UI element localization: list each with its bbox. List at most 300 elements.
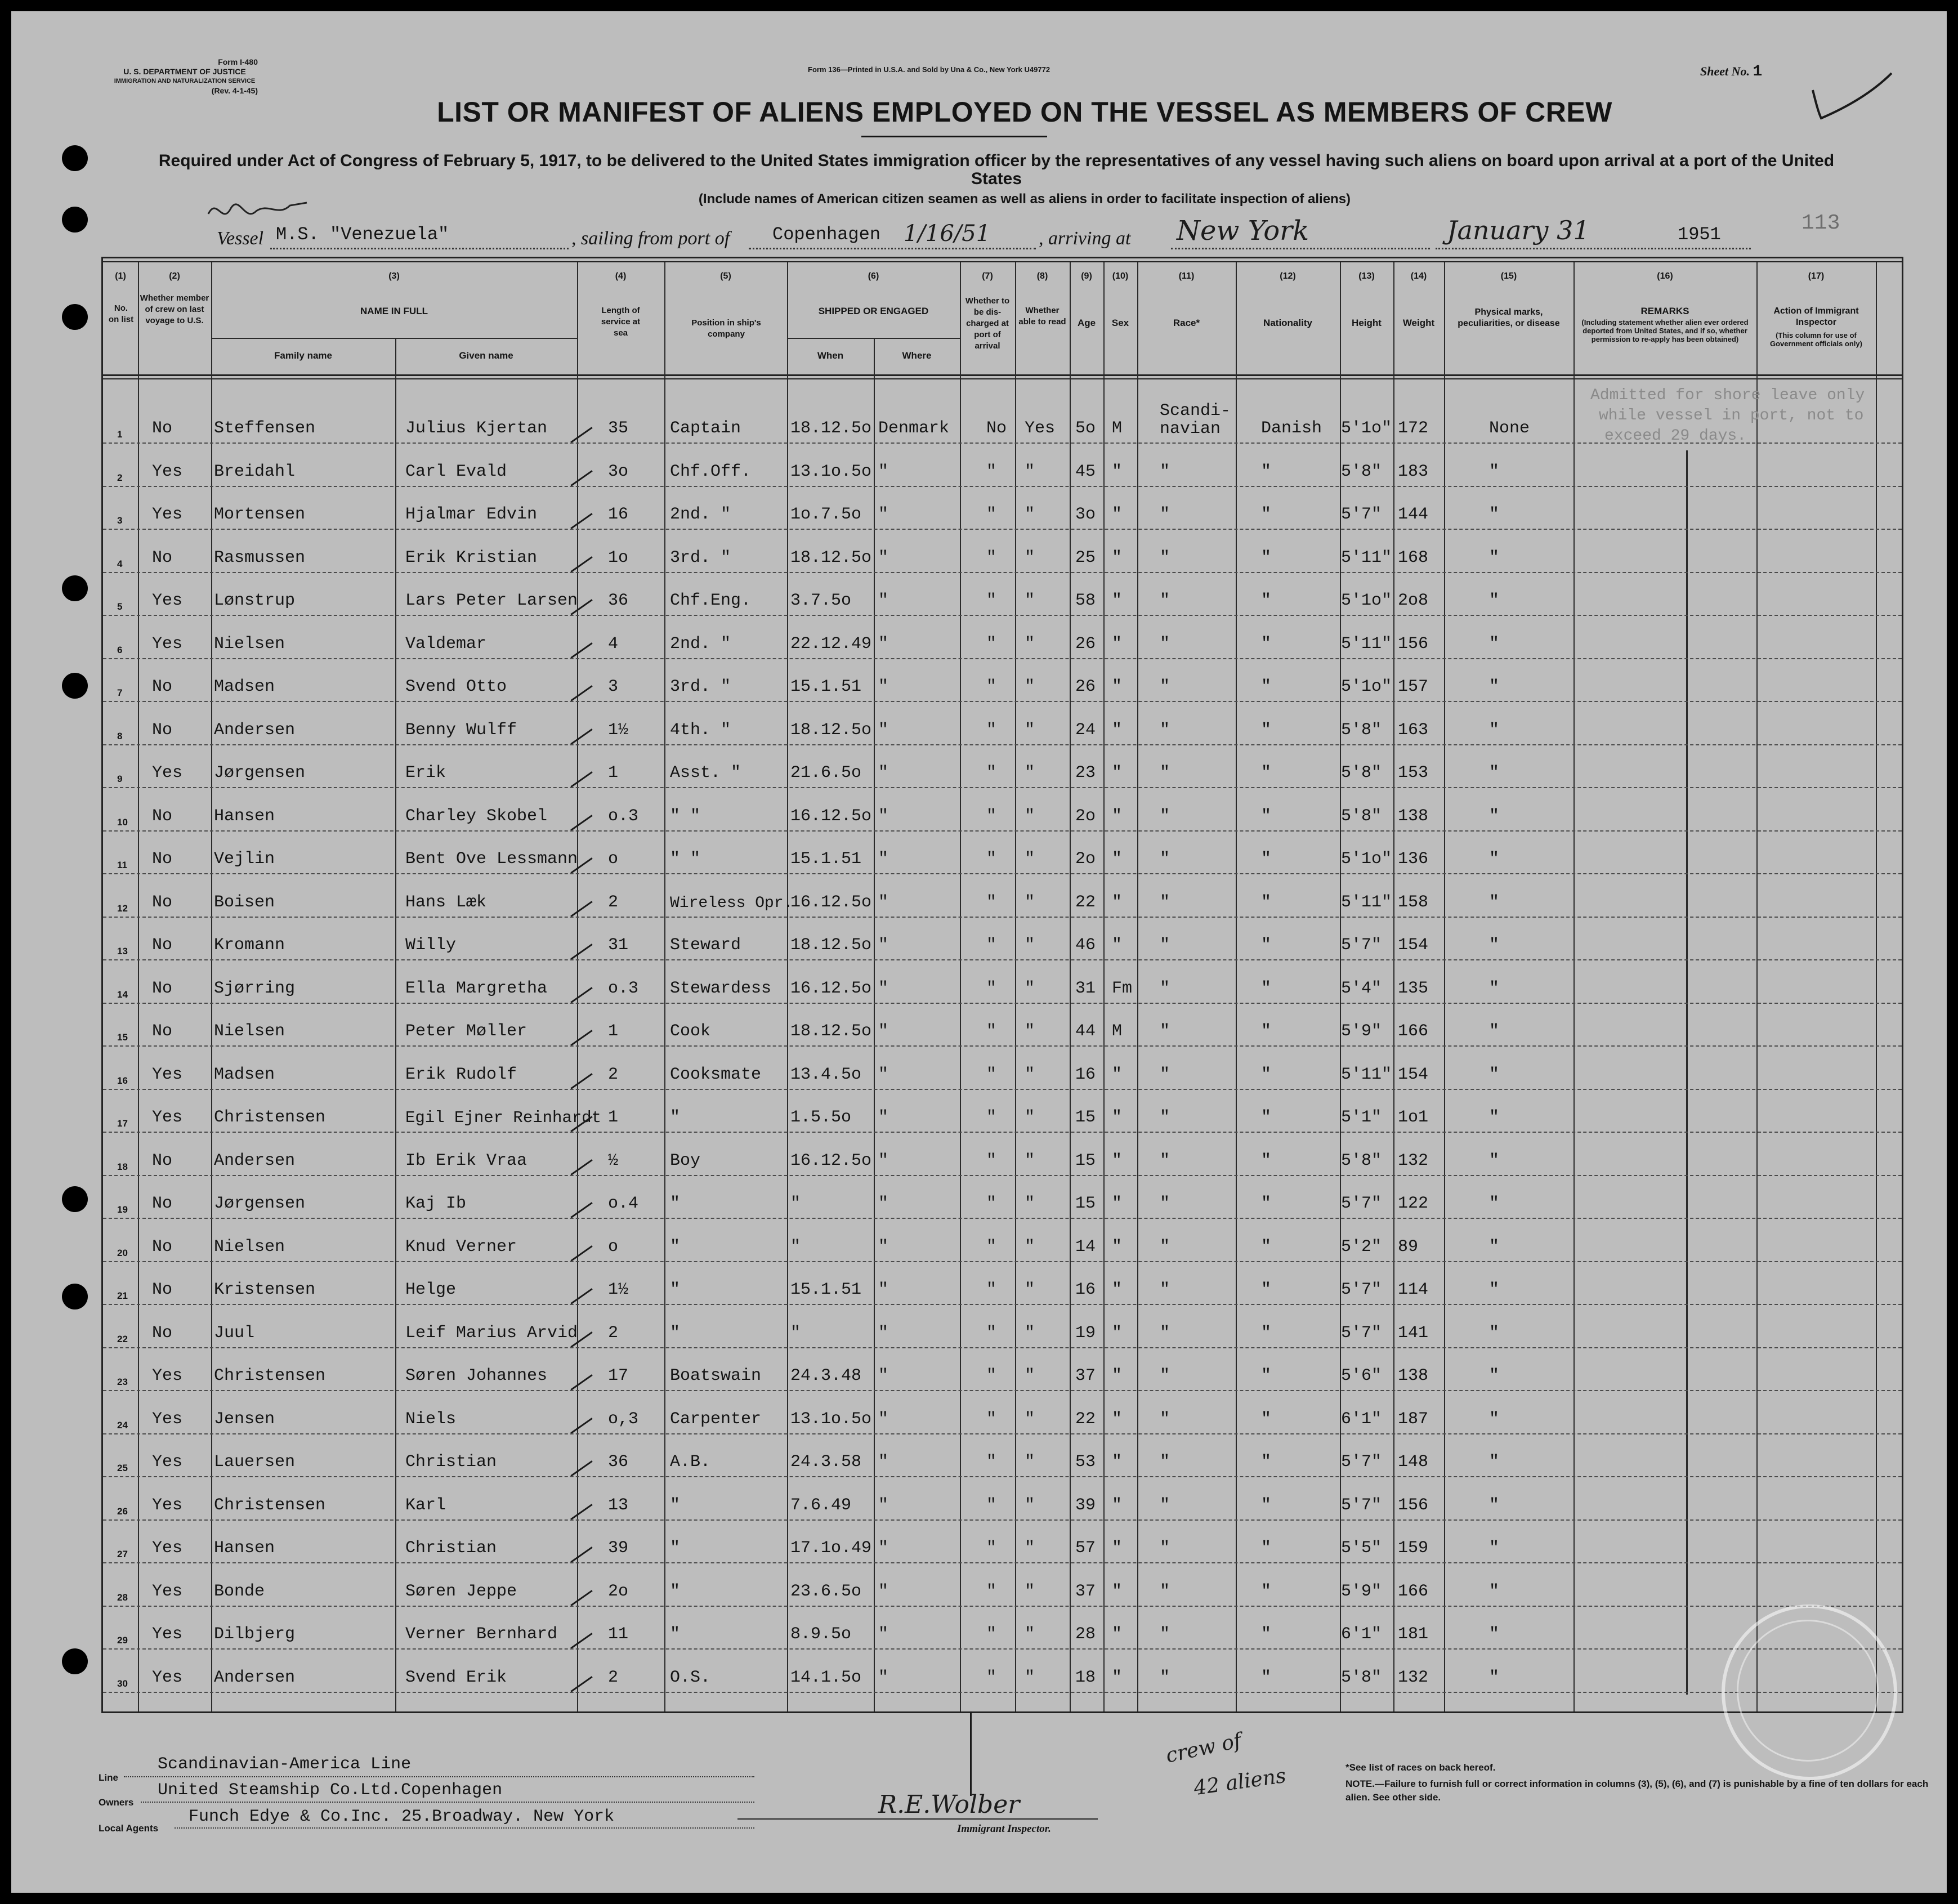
row-number: 30 <box>117 1678 128 1689</box>
shipped-when-cell: " <box>790 1237 801 1257</box>
fine-note-label: NOTE.— <box>1345 1778 1384 1789</box>
service-checkmark <box>570 1288 592 1304</box>
table-row <box>11 701 1947 744</box>
crew-member-cell: No <box>152 979 173 998</box>
vessel-underline <box>270 248 569 249</box>
service-cell: 1½ <box>608 721 629 740</box>
read-cell: " <box>1025 1410 1035 1429</box>
family-name-cell: Mortensen <box>214 505 306 524</box>
crew-member-cell: Yes <box>152 1625 183 1644</box>
discharge-cell: " <box>986 1237 997 1257</box>
marks-cell: " <box>1489 1539 1500 1558</box>
marks-cell: " <box>1489 1151 1500 1170</box>
shipped-when-cell: 13.1o.5o <box>790 462 872 481</box>
shipped-where-cell: " <box>878 893 889 912</box>
service-checkmark <box>570 427 592 443</box>
shipped-where-cell: " <box>878 591 889 610</box>
discharge-cell: " <box>986 1280 997 1299</box>
read-cell: " <box>1025 548 1035 567</box>
crew-member-cell: No <box>152 850 173 869</box>
marks-cell: " <box>1489 893 1500 912</box>
col-num: (2) <box>169 271 180 281</box>
line-label: Line <box>99 1772 118 1783</box>
shipped-when-cell: 18.12.5o <box>790 936 872 955</box>
read-cell: " <box>1025 893 1035 912</box>
col-num: (10) <box>1112 271 1129 281</box>
height-cell: 6'1" <box>1341 1625 1382 1644</box>
table-row <box>11 1433 1947 1476</box>
col-num: (15) <box>1500 271 1517 281</box>
family-name-cell: Bonde <box>214 1582 265 1601</box>
nationality-cell: " <box>1261 1668 1272 1687</box>
owners-value: United Steamship Co.Ltd.Copenhagen <box>158 1781 503 1800</box>
fine-note-text: Failure to furnish full or correct information in columns (3), (5), (6), and (7) is punishable by a fine of ten dollars for each alien. See other side. <box>1345 1778 1929 1803</box>
shipped-where-cell: " <box>878 1151 889 1170</box>
age-cell: 57 <box>1075 1539 1096 1558</box>
given-name-cell: Leif Marius Arvid <box>405 1324 578 1343</box>
row-number: 17 <box>117 1118 128 1129</box>
weight-cell: 154 <box>1398 936 1429 955</box>
weight-cell: 135 <box>1398 979 1429 998</box>
family-name-cell: Kromann <box>214 936 285 955</box>
row-number: 13 <box>117 946 128 957</box>
weight-cell: 187 <box>1398 1410 1429 1429</box>
race-cell: " <box>1160 634 1170 654</box>
service-cell: 1½ <box>608 1280 629 1299</box>
inspector-underline <box>737 1818 1098 1820</box>
shipped-when-cell: 3.7.5o <box>790 591 852 610</box>
fine-note <box>1345 1777 1947 1804</box>
shipped-when-cell: 1.5.5o <box>790 1108 852 1127</box>
given-name-cell: Bent Ove Lessmann <box>405 850 578 869</box>
read-cell: " <box>1025 1108 1035 1127</box>
marks-cell: " <box>1489 634 1500 654</box>
given-name-cell: Egil Ejner Reinhardt <box>405 1109 602 1127</box>
position-cell: Carpenter <box>670 1410 762 1429</box>
position-cell: 3rd. " <box>670 548 731 567</box>
table-row <box>11 443 1947 486</box>
sex-cell: " <box>1112 763 1123 783</box>
crew-member-cell: Yes <box>152 1582 183 1601</box>
discharge-cell: " <box>986 1194 997 1213</box>
sex-cell: " <box>1112 634 1123 654</box>
sex-cell: " <box>1112 1324 1123 1343</box>
col-num: (7) <box>982 271 993 281</box>
height-cell: 5'11" <box>1341 1065 1392 1084</box>
discharge-cell: " <box>986 548 997 567</box>
service-checkmark <box>570 987 592 1003</box>
service-cell: 1 <box>608 1022 619 1041</box>
given-name-cell: Benny Wulff <box>405 721 517 740</box>
title-rule <box>861 136 1047 137</box>
discharge-cell: " <box>986 721 997 740</box>
row-number: 9 <box>117 774 123 784</box>
position-cell: " <box>670 1108 681 1127</box>
service-checkmark <box>570 1460 592 1477</box>
nationality-cell: " <box>1261 979 1272 998</box>
race-cell: " <box>1160 591 1170 610</box>
col-header-age: Age <box>1077 318 1096 328</box>
age-cell: 26 <box>1075 634 1096 654</box>
table-row <box>11 1003 1947 1045</box>
weight-cell: 114 <box>1398 1280 1429 1299</box>
discharge-cell: " <box>986 505 997 524</box>
service-checkmark <box>570 1202 592 1218</box>
position-cell: " <box>670 1324 681 1343</box>
read-cell: " <box>1025 850 1035 869</box>
crew-member-cell: No <box>152 548 173 567</box>
read-cell: " <box>1025 763 1035 783</box>
race-cell: " <box>1160 1625 1170 1644</box>
table-row <box>11 1261 1947 1304</box>
family-name-cell: Kristensen <box>214 1280 316 1299</box>
crew-member-cell: Yes <box>152 1366 183 1385</box>
age-cell: 22 <box>1075 893 1096 912</box>
table-row <box>11 400 1947 443</box>
position-cell: " " <box>670 850 701 869</box>
crew-member-cell: Yes <box>152 462 183 481</box>
nationality-cell: " <box>1261 1410 1272 1429</box>
service-cell: 39 <box>608 1539 629 1558</box>
col-header-height: Height <box>1352 318 1382 328</box>
family-name-cell: Christensen <box>214 1366 326 1385</box>
height-cell: 5'7" <box>1341 936 1382 955</box>
weight-cell: 183 <box>1398 462 1429 481</box>
shipped-where-cell: " <box>878 1237 889 1257</box>
shipped-when-cell: 16.12.5o <box>790 807 872 826</box>
service-checkmark <box>570 1590 592 1606</box>
race-cell: " <box>1160 1410 1170 1429</box>
row-number: 16 <box>117 1075 128 1086</box>
table-row <box>11 1304 1947 1347</box>
handwritten-note: crew of <box>1164 1729 1244 1768</box>
nationality-cell: " <box>1261 807 1272 826</box>
position-cell: Steward <box>670 936 741 955</box>
shipped-where-cell: " <box>878 850 889 869</box>
height-cell: 5'8" <box>1341 462 1382 481</box>
read-cell: " <box>1025 505 1035 524</box>
nationality-cell: " <box>1261 1280 1272 1299</box>
row-number: 20 <box>117 1248 128 1258</box>
age-cell: 15 <box>1075 1194 1096 1213</box>
service-cell: o.3 <box>608 807 639 826</box>
service-cell: 4 <box>608 634 619 654</box>
shipped-when-cell: 1o.7.5o <box>790 505 862 524</box>
service-cell: o <box>608 850 619 869</box>
height-cell: 5'8" <box>1341 1668 1382 1687</box>
shipped-when-cell: " <box>790 1194 801 1213</box>
weight-cell: 154 <box>1398 1065 1429 1084</box>
shipped-where-cell: Denmark <box>878 419 950 438</box>
service-checkmark <box>570 642 592 659</box>
crew-member-cell: Yes <box>152 591 183 610</box>
discharge-cell: " <box>986 1452 997 1472</box>
given-name-cell: Carl Evald <box>405 462 507 481</box>
shipped-when-cell: 16.12.5o <box>790 1151 872 1170</box>
read-cell: " <box>1025 1366 1035 1385</box>
read-cell: " <box>1025 1237 1035 1257</box>
service-checkmark <box>570 1245 592 1262</box>
marks-cell: " <box>1489 591 1500 610</box>
weight-cell: 141 <box>1398 1324 1429 1343</box>
sex-cell: " <box>1112 1280 1123 1299</box>
table-row <box>11 1046 1947 1089</box>
weight-cell: 172 <box>1398 419 1429 438</box>
age-cell: 22 <box>1075 1410 1096 1429</box>
age-cell: 14 <box>1075 1237 1096 1257</box>
row-number: 29 <box>117 1635 128 1646</box>
sex-cell: " <box>1112 1539 1123 1558</box>
crew-member-cell: No <box>152 936 173 955</box>
given-name-cell: Ib Erik Vraa <box>405 1151 528 1170</box>
crew-member-cell: No <box>152 893 173 912</box>
col-num: (12) <box>1280 271 1296 281</box>
include-note: (Include names of American citizen seamen as well as aliens in order to facilitate inspection of aliens) <box>698 191 1351 207</box>
shipped-where-cell: " <box>878 979 889 998</box>
col-num: (3) <box>388 271 400 281</box>
row-number: 2 <box>117 472 123 483</box>
shipped-where-cell: " <box>878 548 889 567</box>
shipped-where-cell: " <box>878 1065 889 1084</box>
age-cell: 15 <box>1075 1108 1096 1127</box>
service-cell: 2 <box>608 893 619 912</box>
read-cell: " <box>1025 807 1035 826</box>
date-underline <box>1436 248 1751 249</box>
service-checkmark <box>570 685 592 701</box>
sex-cell: " <box>1112 807 1123 826</box>
punch-hole <box>62 145 88 171</box>
height-cell: 5'6" <box>1341 1366 1382 1385</box>
row-number: 12 <box>117 903 128 914</box>
given-name-cell: Søren Johannes <box>405 1366 548 1385</box>
shipped-when-cell: 18.12.5o <box>790 548 872 567</box>
marks-cell: " <box>1489 505 1500 524</box>
col-note-remarks: (Including statement whether alien ever ordered deported from United States, and if so, whether permission to re-apply has been obtained) <box>1581 318 1749 343</box>
stamp-number: 113 <box>1801 211 1840 235</box>
given-name-cell: Ella Margretha <box>405 979 548 998</box>
marks-cell: " <box>1489 1237 1500 1257</box>
family-name-cell: Juul <box>214 1324 255 1343</box>
service-cell: 3o <box>608 462 629 481</box>
marks-cell: " <box>1489 1324 1500 1343</box>
given-name-cell: Erik Kristian <box>405 548 538 567</box>
nationality-cell: " <box>1261 850 1272 869</box>
marks-cell: " <box>1489 979 1500 998</box>
service-checkmark <box>570 513 592 529</box>
shipped-when-cell: 24.3.48 <box>790 1366 862 1385</box>
discharge-cell: No <box>986 419 1007 438</box>
position-cell: Cooksmate <box>670 1065 762 1084</box>
table-row <box>11 830 1947 873</box>
page-title: LIST OR MANIFEST OF ALIENS EMPLOYED ON THE VESSEL AS MEMBERS OF CREW <box>437 96 1612 128</box>
col-header-nationality: Nationality <box>1263 318 1312 328</box>
col-header-read: Whether able to read <box>1018 306 1066 327</box>
age-cell: 37 <box>1075 1366 1096 1385</box>
shipped-when-cell: 18.12.5o <box>790 1022 872 1041</box>
sex-cell: " <box>1112 1194 1123 1213</box>
race-cell: " <box>1160 1582 1170 1601</box>
nationality-cell: " <box>1261 1108 1272 1127</box>
shipped-where-cell: " <box>878 1668 889 1687</box>
row-number: 28 <box>117 1592 128 1603</box>
nationality-cell: " <box>1261 1625 1272 1644</box>
height-cell: 5'8" <box>1341 1151 1382 1170</box>
crew-member-cell: Yes <box>152 1668 183 1687</box>
name-subheader-rule <box>211 338 577 339</box>
position-cell: Chf.Eng. <box>670 591 752 610</box>
read-cell: " <box>1025 634 1035 654</box>
handwritten-note: 42 aliens <box>1192 1764 1288 1800</box>
age-cell: 46 <box>1075 936 1096 955</box>
race-cell: " <box>1160 1108 1170 1127</box>
nationality-cell: " <box>1261 893 1272 912</box>
weight-cell: 148 <box>1398 1452 1429 1472</box>
service-checkmark <box>570 728 592 745</box>
marks-cell: " <box>1489 1496 1500 1515</box>
family-name-cell: Lauersen <box>214 1452 296 1472</box>
height-cell: 5'7" <box>1341 505 1382 524</box>
races-note: *See list of races on back hereof. <box>1345 1762 1496 1773</box>
race-cell: " <box>1160 677 1170 696</box>
position-cell: Wireless Opr. <box>670 895 793 912</box>
race-cell: " <box>1160 721 1170 740</box>
height-cell: 5'7" <box>1341 1280 1382 1299</box>
weight-cell: 132 <box>1398 1151 1429 1170</box>
col-header-sex: Sex <box>1111 318 1129 328</box>
given-name-cell: Karl <box>405 1496 446 1515</box>
service-checkmark <box>570 771 592 788</box>
row-number: 22 <box>117 1334 128 1344</box>
position-cell: O.S. <box>670 1668 711 1687</box>
race-cell: " <box>1160 1496 1170 1515</box>
col-header-position: Position in ship's company <box>691 318 761 339</box>
sheet-number <box>1700 63 1762 81</box>
family-name-cell: Sjørring <box>214 979 296 998</box>
row-number: 15 <box>117 1032 128 1043</box>
weight-cell: 2o8 <box>1398 591 1429 610</box>
arrival-port: New York <box>1177 215 1309 247</box>
family-name-cell: Jørgensen <box>214 763 306 783</box>
nationality-cell: " <box>1261 677 1272 696</box>
given-name-cell: Niels <box>405 1410 457 1429</box>
sex-cell: " <box>1112 721 1123 740</box>
weight-cell: 156 <box>1398 1496 1429 1515</box>
position-cell: Stewardess <box>670 979 772 998</box>
service-cell: 31 <box>608 936 629 955</box>
col-header-marks: Physical marks, peculiarities, or disease <box>1458 307 1560 328</box>
height-cell: 5'5" <box>1341 1539 1382 1558</box>
row-number: 8 <box>117 731 123 741</box>
shipped-where-cell: " <box>878 1582 889 1601</box>
position-cell: Boy <box>670 1151 701 1170</box>
table-row <box>11 744 1947 787</box>
position-cell: Boatswain <box>670 1366 762 1385</box>
sex-cell: " <box>1112 1237 1123 1257</box>
discharge-cell: " <box>986 1366 997 1385</box>
sex-cell: " <box>1112 1496 1123 1515</box>
nationality-cell: " <box>1261 1194 1272 1213</box>
shipped-where-cell: " <box>878 936 889 955</box>
row-number: 3 <box>117 515 123 526</box>
age-cell: 44 <box>1075 1022 1096 1041</box>
sex-cell: Fm <box>1112 979 1133 998</box>
nationality-cell: " <box>1261 1151 1272 1170</box>
shipped-when-cell: " <box>790 1324 801 1343</box>
row-number: 7 <box>117 687 123 698</box>
crew-member-cell: Yes <box>152 1496 183 1515</box>
sex-cell: " <box>1112 1108 1123 1127</box>
shipped-where-cell: " <box>878 505 889 524</box>
table-row <box>11 486 1947 529</box>
sailing-label: , sailing from port of <box>571 228 730 249</box>
shipped-where-cell: " <box>878 721 889 740</box>
table-row <box>11 1218 1947 1261</box>
given-name-cell: Erik Rudolf <box>405 1065 517 1084</box>
service-checkmark <box>570 1418 592 1434</box>
discharge-cell: " <box>986 462 997 481</box>
given-name-cell: Knud Verner <box>405 1237 517 1257</box>
position-cell: " <box>670 1194 681 1213</box>
inspector-signature: R.E.Wolber <box>878 1790 1020 1819</box>
read-cell: " <box>1025 1194 1035 1213</box>
position-cell: " " <box>670 807 701 826</box>
sheet-label: Sheet No. <box>1700 64 1750 78</box>
table-row <box>11 1563 1947 1606</box>
col-num: (16) <box>1657 271 1673 281</box>
inspector-label: Immigrant Inspector. <box>957 1823 1051 1835</box>
requirement-text: Required under Act of Congress of February 5, 1917, to be delivered to the United States immigration officer by the representatives of any vessel having such aliens on board upon arrival at a port of the United States <box>158 151 1835 188</box>
age-cell: 45 <box>1075 462 1096 481</box>
weight-cell: 122 <box>1398 1194 1429 1213</box>
service-cell: 36 <box>608 591 629 610</box>
read-cell: " <box>1025 677 1035 696</box>
form-block <box>111 57 258 96</box>
race-cell: " <box>1160 1452 1170 1472</box>
position-cell: Asst. " <box>670 763 741 783</box>
marks-cell: " <box>1489 1280 1500 1299</box>
port-underline <box>749 248 1036 249</box>
age-cell: 25 <box>1075 548 1096 567</box>
weight-cell: 138 <box>1398 807 1429 826</box>
weight-cell: 181 <box>1398 1625 1429 1644</box>
position-cell: Chf.Off. <box>670 462 752 481</box>
age-cell: 2o <box>1075 807 1096 826</box>
service-checkmark <box>570 901 592 917</box>
immigration-stamp-inner <box>1737 1620 1879 1762</box>
height-cell: 5'9" <box>1341 1022 1382 1041</box>
table-row <box>11 1477 1947 1519</box>
height-cell: 6'1" <box>1341 1410 1382 1429</box>
discharge-cell: " <box>986 1065 997 1084</box>
col-num: (1) <box>115 271 126 281</box>
crew-member-cell: No <box>152 807 173 826</box>
age-cell: 37 <box>1075 1582 1096 1601</box>
discharge-cell: " <box>986 1496 997 1515</box>
marks-cell: " <box>1489 1108 1500 1127</box>
shipped-when-cell: 18.12.5o <box>790 721 872 740</box>
race-cell: " <box>1160 1366 1170 1385</box>
race-cell: " <box>1160 1151 1170 1170</box>
header-bottom-border-inner <box>101 378 1903 379</box>
row-number: 14 <box>117 989 128 1000</box>
age-cell: 23 <box>1075 763 1096 783</box>
family-name-cell: Dilbjerg <box>214 1625 296 1644</box>
height-cell: 5'11" <box>1341 548 1392 567</box>
discharge-cell: " <box>986 1151 997 1170</box>
family-name-cell: Boisen <box>214 893 275 912</box>
shipped-when-cell: 22.12.49 <box>790 634 872 654</box>
race-cell: " <box>1160 763 1170 783</box>
